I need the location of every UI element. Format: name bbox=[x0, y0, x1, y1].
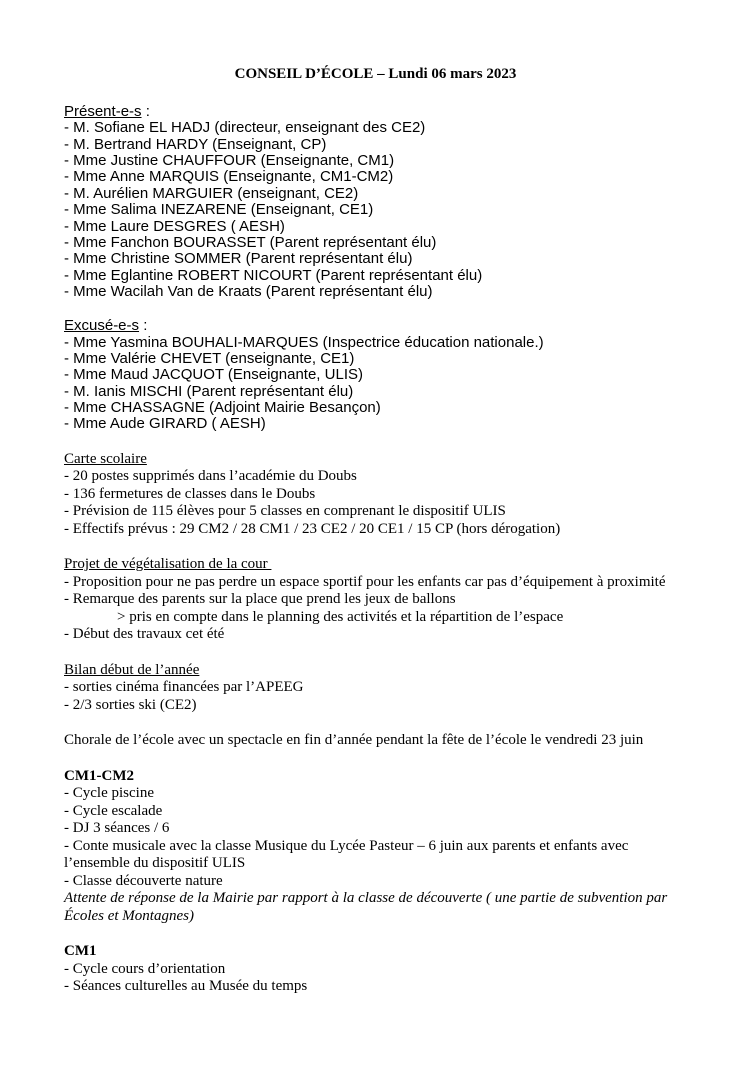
doc-line: - M. Ianis MISCHI (Parent représentant élu) bbox=[64, 382, 354, 400]
doc-line: - Mme Wacilah Van de Kraats (Parent représentant élu) bbox=[64, 282, 433, 300]
doc-line: - Remarque des parents sur la place que prend les jeux de ballons bbox=[64, 591, 456, 608]
doc-line: - Mme Christine SOMMER (Parent représentant élu) bbox=[64, 250, 413, 268]
doc-line: - Mme Fanchon BOURASSET (Parent représentant élu) bbox=[64, 233, 437, 251]
doc-line: - Mme Salima INEZARENE (Enseignant, CE1) bbox=[64, 201, 374, 219]
doc-line: - Conte musicale avec la classe Musique du Lycée Pasteur – 6 juin aux parents et enfants avec l’ensemble du dispositif ULIS bbox=[64, 837, 633, 872]
section-heading-carte-scolaire bbox=[64, 451, 687, 469]
section-heading-bilan-debut-annee bbox=[64, 662, 687, 680]
doc-line: - Effectifs prévus : 29 CM2 / 28 CM1 / 23 CE2 / 20 CE1 / 15 CP (hors dérogation) bbox=[64, 520, 561, 537]
section-heading-excuses bbox=[64, 318, 687, 334]
section-heading-text: Excusé-e-s bbox=[64, 317, 140, 335]
section-heading-suffix: : bbox=[141, 103, 150, 120]
doc-line: - M. Sofiane EL HADJ (directeur, enseignant des CE2) bbox=[64, 119, 426, 137]
section-bilan-debut-annee bbox=[64, 662, 687, 715]
section-heading-text: Bilan début de l’année bbox=[64, 661, 200, 678]
doc-line: Attente de réponse de la Mairie par rapport à la classe de découverte ( une partie de subvention par Écoles et Montagnes) bbox=[64, 890, 671, 924]
section-heading-cm1-cm2 bbox=[64, 768, 687, 786]
doc-line: - 136 fermetures de classes dans le Doubs bbox=[64, 485, 316, 502]
section-heading-cm1 bbox=[64, 943, 687, 961]
doc-line: - M. Aurélien MARGUIER (enseignant, CE2) bbox=[64, 184, 359, 202]
section-heading-text: CM1-CM2 bbox=[64, 767, 134, 784]
doc-line: - Mme Yasmina BOUHALI-MARQUES (Inspectrice éducation nationale.) bbox=[64, 333, 544, 351]
section-excuses bbox=[64, 318, 687, 433]
doc-line: - Mme Anne MARQUIS (Enseignante, CM1-CM2) bbox=[64, 168, 394, 186]
doc-line: - Cycle cours d’orientation bbox=[64, 960, 226, 977]
section-heading-text: CM1 bbox=[64, 943, 97, 960]
doc-line: - Prévision de 115 élèves pour 5 classes en comprenant le dispositif ULIS bbox=[64, 503, 506, 520]
doc-line: - Mme Maud JACQUOT (Enseignante, ULIS) bbox=[64, 366, 363, 384]
section-heading-text: Projet de végétalisation de la cour bbox=[64, 556, 272, 573]
doc-line: - sorties cinéma financées par l’APEEG bbox=[64, 679, 304, 696]
doc-line: - Mme CHASSAGNE (Adjoint Mairie Besançon) bbox=[64, 399, 381, 417]
section-chorale bbox=[64, 732, 687, 750]
doc-line: - Proposition pour ne pas perdre un espace sportif pour les enfants car pas d’équipement à proximité bbox=[64, 573, 666, 590]
section-heading-text: Présent-e-s bbox=[64, 103, 142, 120]
doc-line: - Mme Justine CHAUFFOUR (Enseignante, CM1) bbox=[64, 152, 395, 170]
doc-line: > pris en compte dans le planning des activités et la répartition de l’espace bbox=[117, 608, 564, 625]
section-carte-scolaire bbox=[64, 451, 687, 539]
doc-line: - Mme Valérie CHEVET (enseignante, CE1) bbox=[64, 350, 355, 368]
section-cm1 bbox=[64, 943, 687, 996]
doc-line: - M. Bertrand HARDY (Enseignant, CP) bbox=[64, 135, 327, 153]
doc-line: - 20 postes supprimés dans l’académie du Doubs bbox=[64, 468, 357, 485]
doc-line: - Début des travaux cet été bbox=[64, 626, 225, 643]
section-heading-text: Carte scolaire bbox=[64, 450, 147, 467]
section-heading-suffix: : bbox=[139, 317, 148, 335]
section-presents bbox=[64, 104, 687, 300]
doc-line: - Mme Aude GIRARD ( AESH) bbox=[64, 415, 266, 433]
doc-line: - Séances culturelles au Musée du temps bbox=[64, 978, 308, 995]
doc-line: - Cycle escalade bbox=[64, 802, 163, 819]
doc-line: - DJ 3 séances / 6 bbox=[64, 820, 170, 837]
document-title: CONSEIL D’ÉCOLE – Lundi 06 mars 2023 bbox=[234, 66, 517, 82]
doc-line: - Mme Eglantine ROBERT NICOURT (Parent représentant élu) bbox=[64, 266, 483, 284]
section-heading-presents bbox=[64, 104, 687, 120]
section-projet-vegetalisation bbox=[64, 556, 687, 644]
doc-line: - Classe découverte nature bbox=[64, 872, 223, 889]
doc-line: - 2/3 sorties ski (CE2) bbox=[64, 696, 197, 713]
doc-line: - Cycle piscine bbox=[64, 785, 154, 802]
section-heading-projet-vegetalisation bbox=[64, 556, 687, 574]
doc-line: Chorale de l’école avec un spectacle en fin d’année pendant la fête de l’école le vendredi 23 juin bbox=[64, 732, 644, 749]
document-body bbox=[64, 104, 687, 996]
section-cm1-cm2 bbox=[64, 768, 687, 926]
doc-line: - Mme Laure DESGRES ( AESH) bbox=[64, 217, 285, 235]
